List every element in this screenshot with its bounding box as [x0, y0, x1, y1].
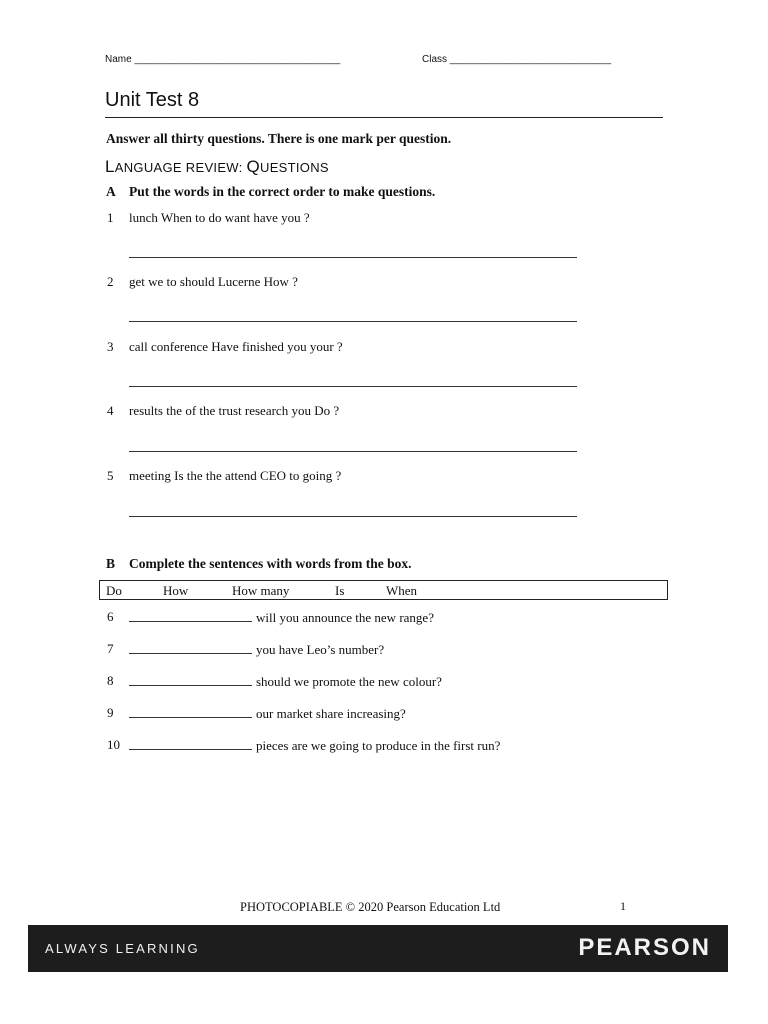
fill-blank[interactable]	[129, 673, 252, 686]
sentence-text: you have Leo’s number?	[256, 642, 385, 657]
answer-line[interactable]	[129, 451, 577, 452]
sentence-number: 7	[107, 641, 114, 656]
question-text: meeting Is the the attend CEO to going ?	[129, 468, 342, 483]
question-text: call conference Have finished you your ?	[129, 339, 343, 354]
question-number: 4	[107, 403, 114, 418]
section-b-letter: B	[106, 556, 116, 571]
title-divider	[105, 117, 663, 118]
sentence-text: will you announce the new range?	[256, 610, 434, 625]
sentence	[129, 737, 500, 754]
fill-blank[interactable]	[129, 705, 252, 718]
test-instructions: Answer all thirty questions. There is one mark per question.	[106, 131, 452, 146]
box-word: How	[163, 583, 189, 598]
section-a-text: Put the words in the correct order to make questions.	[129, 184, 436, 199]
sentence-text: pieces are we going to produce in the first run?	[256, 738, 501, 753]
section-heading-initial-2: Q	[246, 157, 260, 176]
class-label: Class	[422, 54, 448, 65]
page-number: 1	[620, 899, 626, 913]
sentence-text: our market share increasing?	[256, 706, 406, 721]
sentence	[129, 673, 442, 690]
name-blank: _____________________________________	[134, 54, 341, 65]
section-heading-rest-2: UESTIONS	[260, 160, 329, 175]
question-text: get we to should Lucerne How ?	[129, 274, 298, 289]
answer-line[interactable]	[129, 516, 577, 517]
sentence-number: 8	[107, 673, 114, 688]
sentence-number: 9	[107, 705, 114, 720]
section-b-text: Complete the sentences with words from the box.	[129, 556, 412, 571]
sentence-number: 6	[107, 609, 114, 624]
fill-blank[interactable]	[129, 737, 252, 750]
answer-line[interactable]	[129, 257, 577, 258]
answer-line[interactable]	[129, 386, 577, 387]
question-number: 2	[107, 274, 114, 289]
page-title: Unit Test 8	[105, 89, 200, 111]
section-heading	[105, 157, 329, 177]
class-field	[422, 54, 611, 65]
question-number: 5	[107, 468, 114, 483]
box-word: How many	[232, 583, 290, 598]
section-heading-initial-1: L	[105, 157, 115, 176]
fill-blank[interactable]	[129, 641, 252, 654]
question-text: results the of the trust research you Do ?	[129, 403, 340, 418]
sentence	[129, 609, 434, 626]
name-label: Name	[105, 54, 132, 65]
question-number: 1	[107, 210, 114, 225]
sentence	[129, 705, 406, 722]
question-text: lunch When to do want have you ?	[129, 210, 310, 225]
brand-bar	[28, 925, 728, 972]
box-word: Is	[335, 583, 345, 598]
name-field	[105, 54, 340, 65]
section-a-letter: A	[106, 184, 116, 199]
copyright-notice: PHOTOCOPIABLE © 2020 Pearson Education Ltd	[240, 900, 501, 914]
box-word: Do	[106, 583, 122, 598]
section-a-instruction	[106, 184, 435, 200]
question-number: 3	[107, 339, 114, 354]
fill-blank[interactable]	[129, 609, 252, 622]
answer-line[interactable]	[129, 321, 577, 322]
tagline: ALWAYS LEARNING	[45, 941, 200, 956]
box-word: When	[386, 583, 418, 598]
word-box	[99, 580, 668, 600]
sentence-text: should we promote the new colour?	[256, 674, 442, 689]
section-heading-rest-1: ANGUAGE REVIEW:	[114, 160, 247, 175]
section-b-instruction	[106, 556, 411, 572]
pearson-logo: PEARSON	[578, 934, 711, 961]
sentence	[129, 641, 384, 658]
sentence-number: 10	[107, 737, 120, 752]
class-blank: _____________________________	[449, 54, 612, 65]
